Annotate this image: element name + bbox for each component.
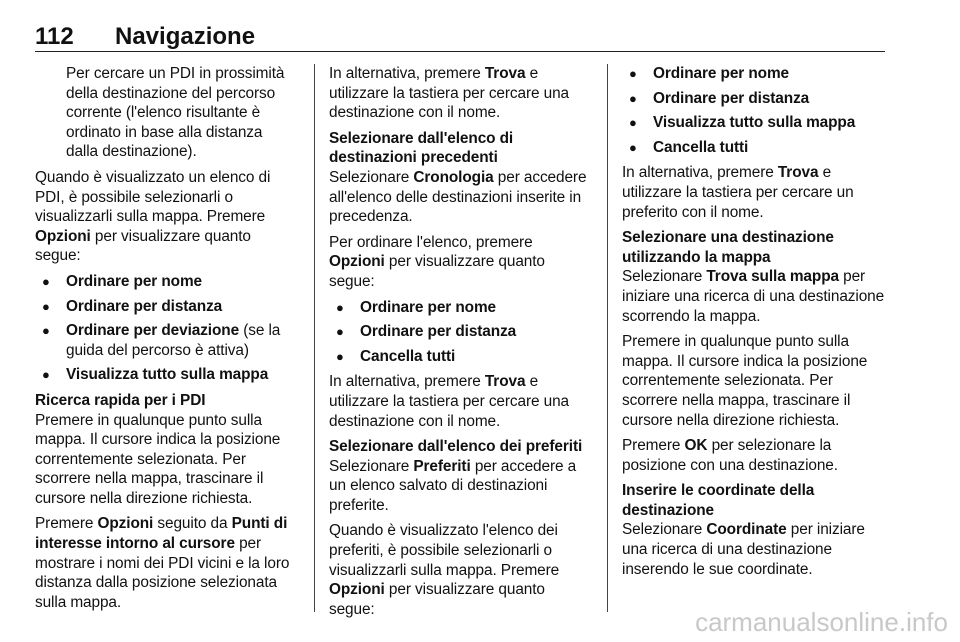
paragraph: In alternativa, premere Trova e utilizzare la tastiera per cercare un preferito con il nome. xyxy=(622,164,854,221)
header-rule xyxy=(35,51,885,52)
column-divider xyxy=(607,64,608,612)
section-heading: Selezionare una destinazione utilizzando la mappa xyxy=(622,229,834,266)
options-list xyxy=(35,272,297,385)
paragraph: In alternativa, premere Trova e utilizzare la tastiera per cercare una destinazione con il nome. xyxy=(329,65,570,122)
intro-paragraph: Per cercare un PDI in prossimità della destinazione del percorso corrente (l'elenco risultante è ordinato in base alla distanza dalla destinazione). xyxy=(66,65,285,161)
section-title: Navigazione xyxy=(115,23,256,50)
paragraph: Premere in qualunque punto sulla mappa. Il cursore indica la posizione correntemente selezionata. Per scorrere nella mappa, trascinare il cursore nella direzione richiesta. xyxy=(622,333,868,429)
list-item: ● Cancella tutti xyxy=(329,347,591,367)
paragraph: Per ordinare l'elenco, premere Opzioni per visualizzare quanto segue: xyxy=(329,233,545,290)
paragraph: Premere OK per selezionare la posizione con una destinazione. xyxy=(622,437,838,474)
list-item: ● Ordinare per deviazione (se la guida del percorso è attiva) xyxy=(35,321,297,360)
paragraph: Selezionare Coordinate per iniziare una ricerca di una destinazione inserendo le sue coordinate. xyxy=(622,521,865,578)
option-label: Opzioni xyxy=(35,227,91,245)
paragraph: Quando è visualizzato un elenco di PDI, è possibile selezionarli o visualizzarli sulla mappa. Premere Opzioni per visualizzare quanto segue: xyxy=(35,168,271,265)
list-item: ● Ordinare per nome xyxy=(35,272,297,292)
section-heading: Inserire le coordinate della destinazione xyxy=(622,482,815,519)
paragraph: In alternativa, premere Trova e utilizzare la tastiera per cercare una destinazione con il nome. xyxy=(329,373,570,430)
list-item: ● Ordinare per distanza xyxy=(35,297,297,317)
paragraph: Premere Opzioni seguito da Punti di interesse intorno al cursore per mostrare i nomi dei PDI vicini e la loro distanza dalla posizione selezionata sulla mappa. xyxy=(35,515,290,611)
page-header xyxy=(35,24,885,50)
options-list xyxy=(329,298,591,367)
column-1 xyxy=(35,64,297,618)
list-item: ● Ordinare per nome xyxy=(622,64,885,84)
list-item: ● Cancella tutti xyxy=(622,138,885,158)
paragraph: Premere in qualunque punto sulla mappa. Il cursore indica la posizione correntemente selezionata. Per scorrere nella mappa, trascinare il cursore nella direzione richiesta. xyxy=(35,411,281,507)
section-heading: Selezionare dall'elenco dei preferiti xyxy=(329,438,583,456)
page-number: 112 xyxy=(35,23,74,50)
paragraph: Selezionare Trova sulla mappa per iniziare una ricerca di una destinazione scorrendo la mappa. xyxy=(622,268,885,325)
column-3 xyxy=(622,64,885,585)
paragraph: Selezionare Cronologia per accedere all'elenco delle destinazioni inserite in precedenza. xyxy=(329,168,587,226)
section-heading: Ricerca rapida per i PDI xyxy=(35,391,206,409)
list-item: ● Ordinare per distanza xyxy=(622,89,885,109)
list-item: ● Ordinare per distanza xyxy=(329,322,591,342)
list-item: ● Visualizza tutto sulla mappa xyxy=(35,365,297,385)
options-list xyxy=(622,64,885,157)
paragraph: Selezionare Preferiti per accedere a un elenco salvato di destinazioni preferite. xyxy=(329,457,577,514)
list-item: ● Ordinare per nome xyxy=(329,298,591,318)
paragraph: Quando è visualizzato l'elenco dei preferiti, è possibile selezionarli o visualizzarli sulla mappa. Premere Opzioni per visualizzare quanto segue: xyxy=(329,522,560,618)
column-divider xyxy=(314,64,315,612)
watermark: carmanualsonline.info xyxy=(695,607,948,637)
column-2 xyxy=(329,64,591,625)
section-heading: Selezionare dall'elenco di destinazioni precedenti xyxy=(329,129,514,167)
list-item: ● Visualizza tutto sulla mappa xyxy=(622,113,885,133)
